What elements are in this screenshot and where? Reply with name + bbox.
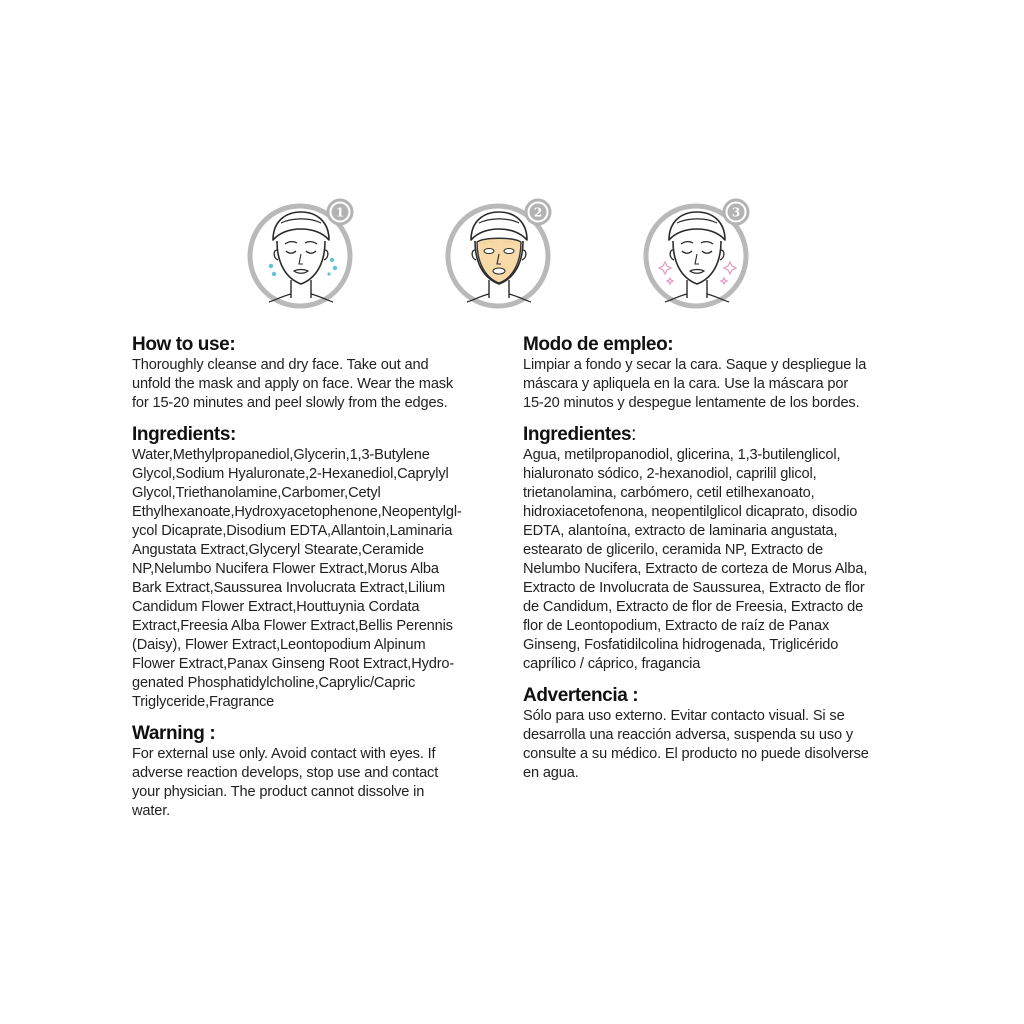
how-to-use-section bbox=[132, 334, 494, 413]
modo-de-empleo-text: Limpiar a fondo y secar la cara. Saque y despliegue la máscara y apliquela en la cara. Use la máscara por 15-20 minutos y despegue lentamente de los bordes. bbox=[523, 357, 867, 411]
warning-text: For external use only. Avoid contact with eyes. If adverse reaction develops, stop use and contact your physician. The product cannot dissolve in water. bbox=[132, 746, 439, 819]
english-instructions bbox=[132, 334, 494, 832]
ingredients-section bbox=[132, 424, 494, 712]
ingredientes-text: Agua, metilpropanodiol, glicerina, 1,3-butilenglicol, hialuronato sódico, 2-hexanodiol, caprilil glicol, trietanolamina, carbómero, cetil etilhexanoato, hidroxiacetofenona, neopentilglicol dicaprato, disodio EDTA, alantoína, extracto de laminaria angustata, estearato de glicerilo, ceramida NP, Extracto de Nelumbo Nucifera, Extracto de corteza de Morus Alba, Extracto de Involucrata de Saussurea, Extracto de flor de Candidum, Extracto de flor de Freesia, Extracto de flor de Leontopodium, Extracto de raíz de Panax Ginseng, Fosfatidilcolina hidrogenada, Triglicérido caprílico / cáprico, fragancia bbox=[523, 447, 868, 672]
step-number: 1 bbox=[335, 205, 345, 220]
warning-section bbox=[132, 723, 494, 821]
step-2-illustration bbox=[445, 196, 557, 312]
ingredients-heading: Ingredients: bbox=[132, 424, 236, 445]
ingredients-text: Water,Methylpropanediol,Glycerin,1,3-Butylene Glycol,Sodium Hyaluronate,2-Hexanediol,Caprylyl Glycol,Triethanolamine,Carbomer,Cetyl Ethylhexanoate,Hydroxyacetophenone,Neopentylgl- ycol Dicaprate,Disodium EDTA,Allantoin,Laminaria Angustata Extract,Glyceryl Stearate,Ceramide NP,Nelumbo Nucifera Flower Extract,Morus Alba Bark Extract,Saussurea Involucrata Extract,Lilium Candidum Flower Extract,Houttuynia Cordata Extract,Freesia Alba Flower Extract,Bellis Perennis (Daisy), Flower Extract,Leontopodium Alpinum Flower Extract,Panax Ginseng Root Extract,Hydro- genated Phosphatidylcholine,Caprylic/Capric Triglyceride,Fragrance bbox=[132, 447, 462, 710]
advertencia-section bbox=[523, 685, 885, 783]
ingredientes-heading bbox=[523, 424, 885, 446]
step-number: 2 bbox=[533, 205, 543, 220]
modo-de-empleo-heading: Modo de empleo: bbox=[523, 334, 674, 355]
ingredientes-heading-label: Ingredientes bbox=[523, 424, 632, 445]
step-1-illustration bbox=[247, 196, 359, 312]
modo-de-empleo-section bbox=[523, 334, 885, 413]
warning-heading: Warning : bbox=[132, 723, 216, 744]
advertencia-heading: Advertencia : bbox=[523, 685, 639, 706]
advertencia-text: Sólo para uso externo. Evitar contacto visual. Si se desarrolla una reacción adversa, suspenda su uso y consulte a su médico. El producto no puede disolverse en agua. bbox=[523, 708, 869, 781]
spanish-instructions bbox=[523, 334, 885, 794]
how-to-use-text: Thoroughly cleanse and dry face. Take out and unfold the mask and apply on face. Wear the mask for 15-20 minutes and peel slowly from the edges. bbox=[132, 357, 454, 411]
step-3-illustration bbox=[643, 196, 755, 312]
step-number: 3 bbox=[731, 205, 741, 220]
how-to-use-heading: How to use: bbox=[132, 334, 236, 355]
ingredientes-heading-colon: : bbox=[631, 424, 637, 445]
ingredientes-section bbox=[523, 424, 885, 674]
